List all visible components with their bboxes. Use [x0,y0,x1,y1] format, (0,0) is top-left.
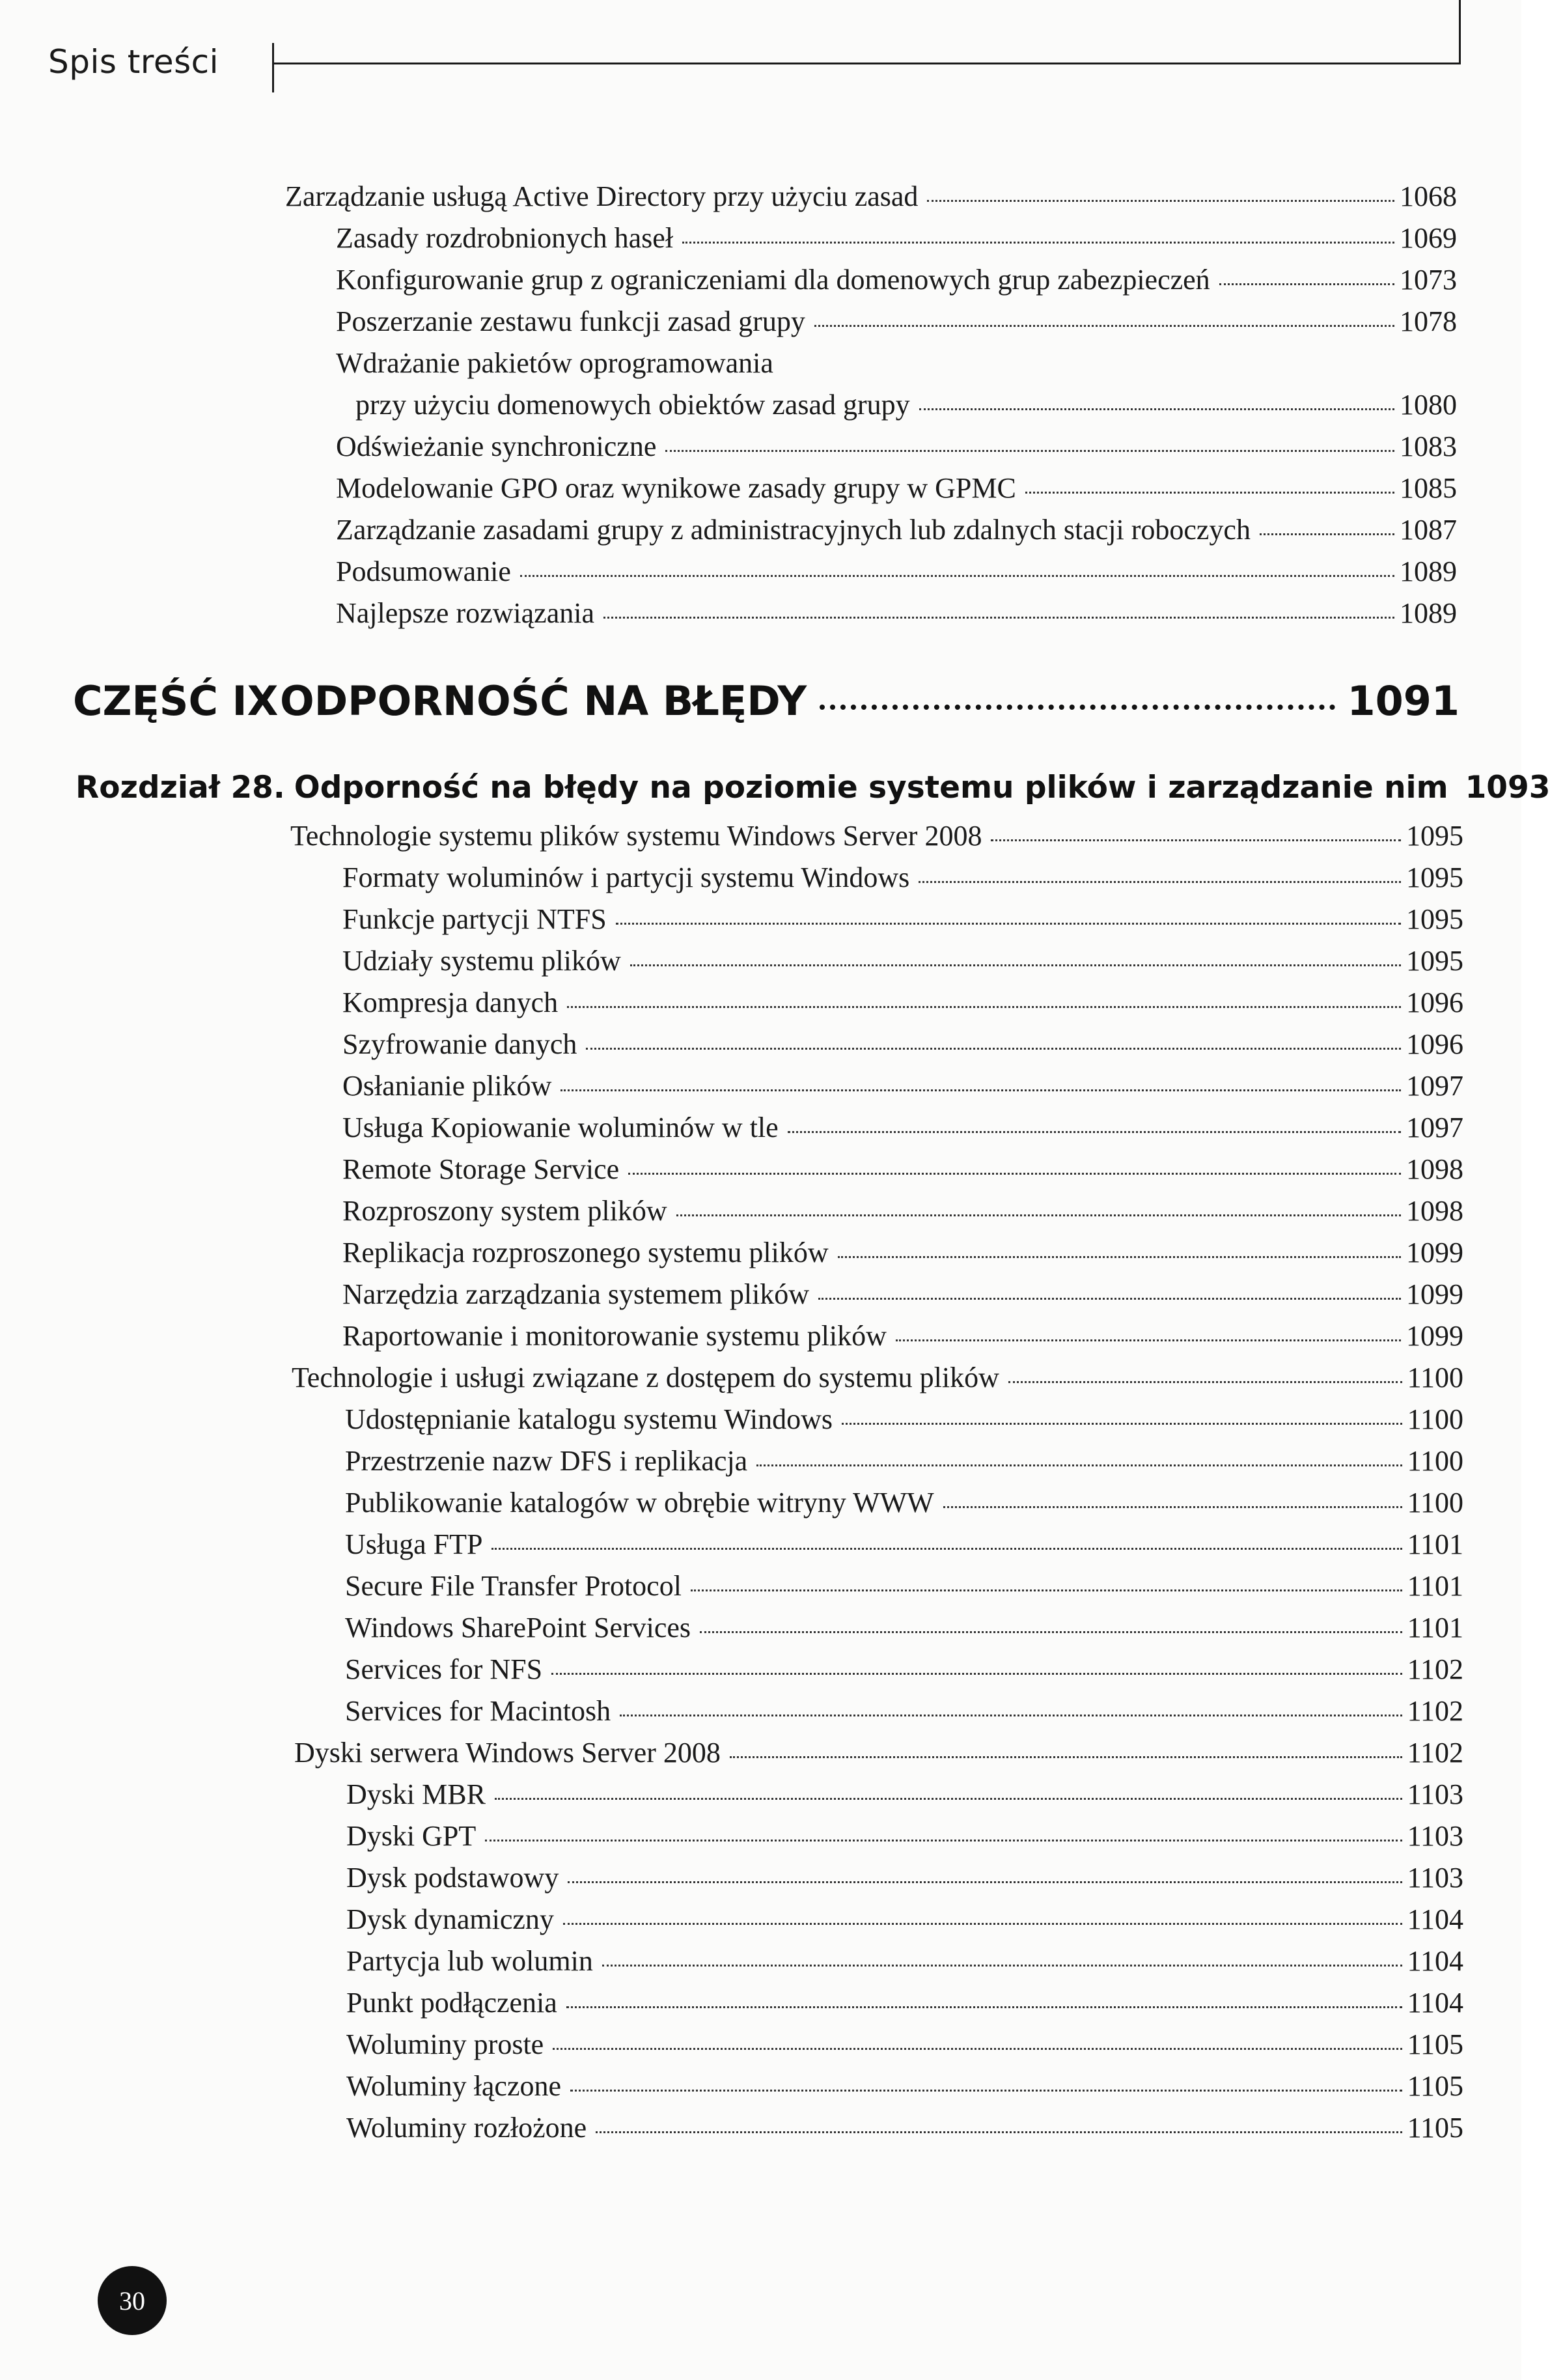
toc-entry [336,513,1457,546]
toc-entry [345,1444,1463,1477]
toc-entry-title: Technologie systemu plików systemu Windows Server 2008 [290,820,982,852]
toc-entry-title: Partycja lub wolumin [346,1945,593,1977]
toc-entry-title: Zarządzanie zasadami grupy z administracyjnych lub zdalnych stacji roboczych [336,514,1251,546]
toc-entry-title: Funkcje partycji NTFS [342,903,607,935]
toc-entry-page: 1080 [1400,389,1457,421]
toc-entry-title: Modelowanie GPO oraz wynikowe zasady grupy w GPMC [336,472,1016,504]
toc-entry-title: Najlepsze rozwiązania [336,597,594,629]
toc-entry-title: Przestrzenie nazw DFS i replikacja [345,1445,748,1477]
toc-entry-page: 1105 [1407,2028,1463,2060]
toc-entry [336,305,1457,338]
toc-entry-page: 1105 [1407,2112,1463,2144]
toc-entry [285,180,1457,213]
toc-entry [342,1278,1463,1311]
toc-entry [342,1111,1463,1144]
chapter-heading [76,770,1550,805]
toc-entry-title: Services for Macintosh [345,1695,611,1727]
toc-entry-title: Zasady rozdrobnionych haseł [336,222,674,254]
toc-entry-page: 1104 [1407,1903,1463,1935]
part-heading [73,677,1460,725]
toc-entry-page: 1100 [1407,1445,1463,1477]
toc-entry-title: Services for NFS [345,1653,543,1685]
toc-entry [336,596,1457,630]
toc-entry-page: 1101 [1407,1612,1463,1644]
running-header: Spis treści [48,43,219,81]
toc-entry [346,1903,1463,1936]
toc-entry-page: 1104 [1407,1987,1463,2019]
toc-entry-title: Konfigurowanie grup z ograniczeniami dla domenowych grup zabezpieczeń [336,264,1210,296]
toc-entry [292,1361,1463,1394]
toc-entry-title: Punkt podłączenia [346,1987,557,2019]
toc-entry [342,1153,1463,1186]
toc-entry [346,2111,1463,2144]
toc-entry-page: 1085 [1400,472,1457,504]
toc-entry-page: 1101 [1407,1528,1463,1560]
toc-entry [294,1736,1463,1769]
toc-entry [342,1069,1463,1102]
toc-entry-page: 1099 [1406,1278,1463,1310]
part-page: 1091 [1347,677,1460,725]
toc-entry-page: 1105 [1407,2070,1463,2102]
toc-entry-page: 1098 [1406,1195,1463,1227]
toc-entry-title: Zarządzanie usługą Active Directory przy użyciu zasad [285,180,919,212]
toc-entry-title: Osłanianie plików [342,1070,552,1102]
toc-entry [342,861,1463,894]
toc-entry [342,1028,1463,1061]
toc-entry [346,1861,1463,1894]
toc-entry-page: 1102 [1407,1653,1463,1685]
toc-entry [345,1569,1463,1603]
toc-entry-title: Formaty woluminów i partycji systemu Windows [342,861,910,893]
toc-entry-page: 1098 [1406,1153,1463,1185]
toc-entry-title: Wdrażanie pakietów oprogramowania [336,347,773,379]
chapter-page: 1093 [1465,770,1550,805]
toc-entry [336,555,1457,588]
part-title: ODPORNOŚĆ NA BŁĘDY [280,677,807,725]
toc-entry-title: Kompresja danych [342,987,559,1018]
toc-entry [346,1944,1463,1978]
toc-entry [342,944,1463,977]
toc-entry [336,263,1457,296]
toc-entry [345,1653,1463,1686]
toc-entry-page: 1103 [1407,1862,1463,1894]
toc-entry [336,221,1457,255]
toc-entry-page: 1096 [1406,987,1463,1018]
header-right-rule [1459,0,1461,64]
toc-entry-page: 1096 [1406,1028,1463,1060]
toc-entry [345,1403,1463,1436]
toc-entry [342,1236,1463,1269]
toc-entry-title: Szyfrowanie danych [342,1028,577,1060]
toc-entry [346,1778,1463,1811]
toc-entry-page: 1087 [1400,514,1457,546]
toc-entry [342,1319,1463,1352]
toc-entry [342,986,1463,1019]
toc-entry-title: Poszerzanie zestawu funkcji zasad grupy [336,305,805,337]
toc-entry-title: Usługa Kopiowanie woluminów w tle [342,1112,779,1143]
toc-entry-title: Udostępnianie katalogu systemu Windows [345,1403,833,1435]
toc-entry-title: Woluminy rozłożone [346,2112,587,2144]
toc-entry-page: 1102 [1407,1695,1463,1727]
toc-entry-title: Woluminy proste [346,2028,544,2060]
toc-entry-page: 1095 [1406,945,1463,977]
toc-entry [290,819,1463,852]
toc-entry-title: Usługa FTP [345,1528,483,1560]
toc-entry [345,1486,1463,1519]
toc-entry-title: Remote Storage Service [342,1153,620,1185]
toc-entry-title: Secure File Transfer Protocol [345,1570,682,1602]
toc-entry-title: Replikacja rozproszonego systemu plików [342,1237,829,1268]
toc-entry-title: Woluminy łączone [346,2070,562,2102]
toc-entry-title: Odświeżanie synchroniczne [336,430,657,462]
toc-entry-page: 1097 [1406,1070,1463,1102]
toc-entry-page: 1100 [1407,1362,1463,1393]
toc-entry-page: 1089 [1400,555,1457,587]
toc-entry-page: 1095 [1406,820,1463,852]
toc-entry-title: Udziały systemu plików [342,945,621,977]
toc-entry-page: 1068 [1400,180,1457,212]
toc-entry-title: Windows SharePoint Services [345,1612,691,1644]
toc-entry-page: 1095 [1406,903,1463,935]
toc-entry [346,1986,1463,2019]
toc-entry-title: Dysk podstawowy [346,1862,559,1894]
toc-entry-page: 1103 [1407,1778,1463,1810]
part-label: CZĘŚĆ IX [73,677,279,725]
header-rule [272,63,1461,64]
toc-entry-title: Podsumowanie [336,555,511,587]
toc-entry-title: Publikowanie katalogów w obrębie witryny WWW [345,1487,934,1519]
toc-entry [355,388,1457,421]
toc-entry [342,903,1463,936]
toc-entry-title: Rozproszony system plików [342,1195,667,1227]
toc-entry-title: Raportowanie i monitorowanie systemu plików [342,1320,887,1352]
toc-entry-page: 1095 [1406,861,1463,893]
toc-entry [346,1819,1463,1853]
toc-entry-page: 1102 [1407,1737,1463,1769]
toc-entry-title: Dysk dynamiczny [346,1903,554,1935]
page-number-badge: 30 [98,2266,167,2335]
toc-entry-page: 1089 [1400,597,1457,629]
toc-entry [345,1694,1463,1728]
toc-entry-title: Narzędzia zarządzania systemem plików [342,1278,810,1310]
toc-entry [346,2028,1463,2061]
toc-entry-page: 1078 [1400,305,1457,337]
toc-entry-page: 1104 [1407,1945,1463,1977]
chapter-title: Odporność na błędy na poziomie systemu plików i zarządzanie nim [294,770,1448,805]
toc-entry-page: 1100 [1407,1487,1463,1519]
toc-entry [346,2069,1463,2103]
chapter-label: Rozdział 28. [76,770,285,805]
toc-entry [336,471,1457,505]
toc-entry-title: Dyski GPT [346,1820,477,1852]
toc-entry-page: 1103 [1407,1820,1463,1852]
toc-entry-page: 1083 [1400,430,1457,462]
toc-entry-title: Technologie i usługi związane z dostępem do systemu plików [292,1362,999,1393]
toc-entry-page: 1097 [1406,1112,1463,1143]
toc-entry-title: Dyski serwera Windows Server 2008 [294,1737,721,1769]
toc-entry-page: 1101 [1407,1570,1463,1602]
toc-entry-page: 1073 [1400,264,1457,296]
header-divider-tick [272,43,274,92]
toc-entry [345,1528,1463,1561]
toc-entry [336,430,1457,463]
toc-entry-page: 1100 [1407,1403,1463,1435]
toc-entry [345,1611,1463,1644]
toc-entry-page: 1099 [1406,1320,1463,1352]
toc-entry [342,1194,1463,1227]
toc-entry-wrapped [336,346,1457,380]
toc-entry-title: przy użyciu domenowych obiektów zasad grupy [355,389,910,421]
toc-entry-page: 1099 [1406,1237,1463,1268]
toc-entry-page: 1069 [1400,222,1457,254]
toc-entry-title: Dyski MBR [346,1778,486,1810]
